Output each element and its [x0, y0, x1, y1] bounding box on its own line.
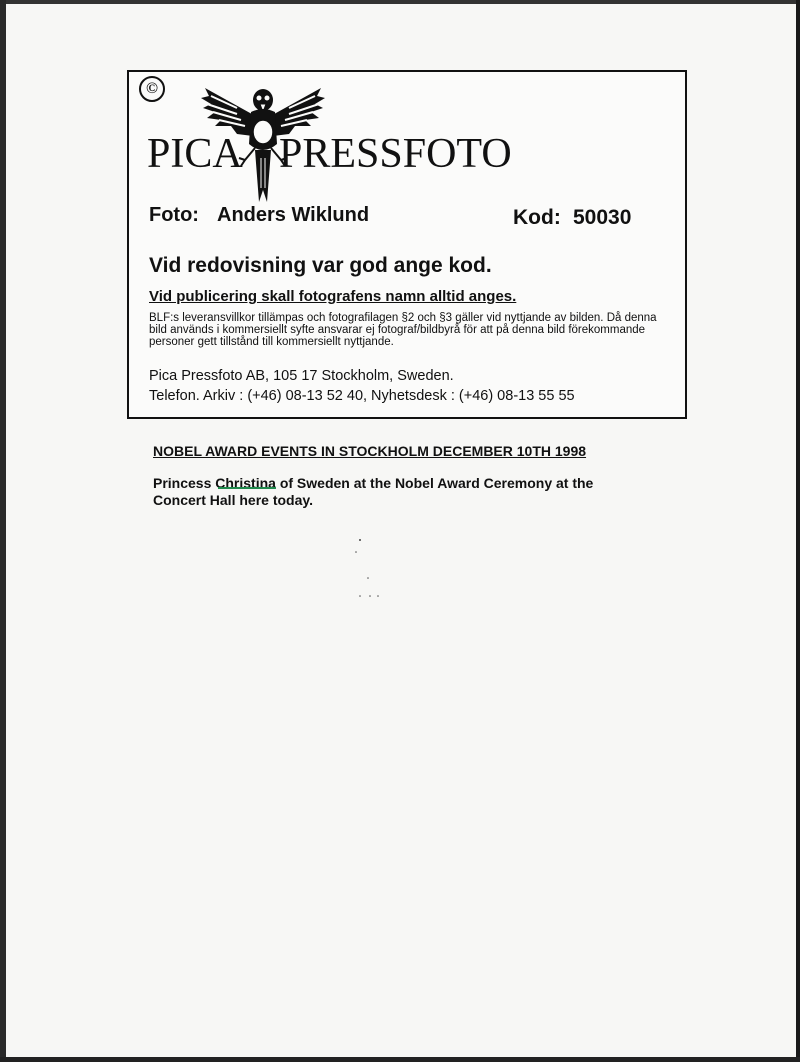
notice-credit-required: Vid publicering skall fotografens namn alltid anges. — [149, 288, 517, 305]
brand-pressfoto-text: PRESSFOTO — [279, 131, 512, 177]
caption-heading: NOBEL AWARD EVENTS IN STOCKHOLM DECEMBER 10TH 1998 — [153, 443, 587, 459]
brand-pica-text: PICA — [147, 131, 243, 177]
photographer-name: Anders Wiklund — [217, 204, 370, 226]
agency-phone: Telefon. Arkiv : (+46) 08-13 52 40, Nyhetsdesk : (+46) 08-13 55 55 — [149, 388, 575, 404]
notice-code-required: Vid redovisning var god ange kod. — [149, 254, 492, 277]
copyright-symbol: © — [139, 76, 165, 102]
caption-body: Princess Christina of Sweden at the Nobel Award Ceremony at the Concert Hall here today. — [153, 475, 594, 508]
agency-address: Pica Pressfoto AB, 105 17 Stockholm, Sweden. — [149, 368, 454, 384]
kod-value: 50030 — [573, 206, 632, 229]
foto-label: Foto: — [149, 204, 199, 226]
license-terms: BLF:s leveransvillkor tillämpas och fotografilagen §2 och §3 gäller vid nyttjande av bilden. Då denna bild används i kommersiellt syfte ansvarar ej fotograf/bildbyrå för att på denna bild förekommande personer gett tillstånd till kommersiellt nyttjande. — [149, 312, 657, 348]
kod-label: Kod: — [513, 206, 561, 229]
